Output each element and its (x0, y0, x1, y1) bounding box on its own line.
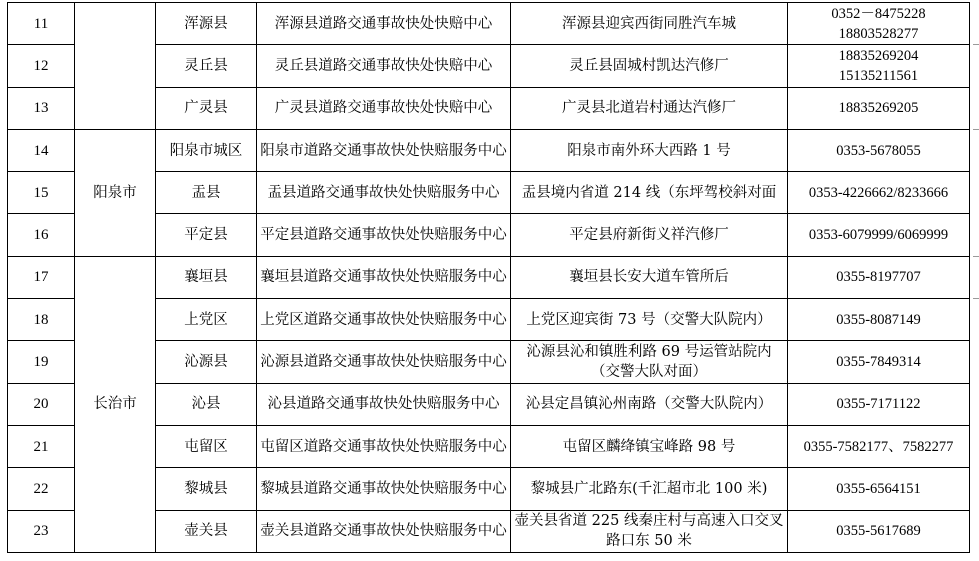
row-number-cell: 18 (8, 299, 75, 341)
county-cell: 沁县 (156, 383, 257, 425)
city-cell: 阳泉市 (75, 129, 156, 256)
row-number-cell: 13 (8, 87, 75, 129)
county-cell: 屯留区 (156, 425, 257, 467)
address-cell: 广灵县北道岩村通达汽修厂 (511, 87, 788, 129)
phone-cell: 0355-6564151 (788, 468, 970, 510)
service-center-cell: 上党区道路交通事故快处快赔服务中心 (257, 299, 511, 341)
address-cell: 襄垣县长安大道车管所后 (511, 256, 788, 298)
phone-cell: 0355-7171122 (788, 383, 970, 425)
phone-cell: 0355-8197707 (788, 256, 970, 298)
address-cell: 黎城县广北路东(千汇超市北 100 米) (511, 468, 788, 510)
service-center-cell: 灵丘县道路交通事故快处快赔中心 (257, 45, 511, 87)
address-cell: 沁县定昌镇沁州南路（交警大队院内） (511, 383, 788, 425)
table-row (8, 129, 970, 171)
phone-cell: 0355-8087149 (788, 299, 970, 341)
address-cell: 沁源县沁和镇胜利路 69 号运管站院内（交警大队对面） (511, 341, 788, 383)
address-cell: 灵丘县固城村凯达汽修厂 (511, 45, 788, 87)
edge-dash-mark (973, 44, 979, 45)
address-cell: 浑源县迎宾西街同胜汽车城 (511, 3, 788, 45)
service-center-cell: 盂县道路交通事故快处快赔服务中心 (257, 172, 511, 214)
service-center-cell: 黎城县道路交通事故快处快赔服务中心 (257, 468, 511, 510)
phone-cell: 0353-4226662/8233666 (788, 172, 970, 214)
row-number-cell: 12 (8, 45, 75, 87)
row-number-cell: 11 (8, 3, 75, 45)
county-cell: 平定县 (156, 214, 257, 256)
edge-dash-mark (973, 256, 979, 257)
service-center-cell: 屯留区道路交通事故快处快赔服务中心 (257, 425, 511, 467)
county-cell: 灵丘县 (156, 45, 257, 87)
edge-dash-mark (973, 298, 979, 299)
service-center-cell: 阳泉市道路交通事故快处快赔服务中心 (257, 129, 511, 171)
row-number-cell: 20 (8, 383, 75, 425)
row-number-cell: 15 (8, 172, 75, 214)
county-cell: 襄垣县 (156, 256, 257, 298)
service-center-cell: 浑源县道路交通事故快处快赔中心 (257, 3, 511, 45)
county-cell: 阳泉市城区 (156, 129, 257, 171)
county-cell: 黎城县 (156, 468, 257, 510)
city-cell (75, 3, 156, 130)
row-number-cell: 21 (8, 425, 75, 467)
edge-dash-mark (973, 129, 979, 130)
row-number-cell: 23 (8, 510, 75, 552)
phone-cell: 0353-5678055 (788, 129, 970, 171)
phone-cell: 0353-6079999/6069999 (788, 214, 970, 256)
county-cell: 沁源县 (156, 341, 257, 383)
contact-table (7, 2, 970, 553)
service-center-cell: 壶关县道路交通事故快处快赔服务中心 (257, 510, 511, 552)
row-number-cell: 22 (8, 468, 75, 510)
county-cell: 广灵县 (156, 87, 257, 129)
county-cell: 壶关县 (156, 510, 257, 552)
service-center-cell: 平定县道路交通事故快处快赔服务中心 (257, 214, 511, 256)
phone-cell: 18835269204 15135211561 (788, 45, 970, 87)
service-center-cell: 沁县道路交通事故快处快赔服务中心 (257, 383, 511, 425)
address-cell: 平定县府新街义祥汽修厂 (511, 214, 788, 256)
service-center-cell: 襄垣县道路交通事故快处快赔服务中心 (257, 256, 511, 298)
address-cell: 盂县境内省道 214 线（东坪驾校斜对面 (511, 172, 788, 214)
city-cell: 长治市 (75, 256, 156, 552)
county-cell: 盂县 (156, 172, 257, 214)
phone-cell: 0355-7849314 (788, 341, 970, 383)
phone-cell: 18835269205 (788, 87, 970, 129)
address-cell: 壶关县省道 225 线秦庄村与高速入口交叉路口东 50 米 (511, 510, 788, 552)
phone-cell: 0355-7582177、7582277 (788, 425, 970, 467)
phone-cell: 0355-5617689 (788, 510, 970, 552)
table-row (8, 3, 970, 45)
row-number-cell: 14 (8, 129, 75, 171)
row-number-cell: 17 (8, 256, 75, 298)
table-row (8, 256, 970, 298)
address-cell: 阳泉市南外环大西路 1 号 (511, 129, 788, 171)
row-number-cell: 16 (8, 214, 75, 256)
service-center-cell: 沁源县道路交通事故快处快赔服务中心 (257, 341, 511, 383)
row-number-cell: 19 (8, 341, 75, 383)
table-body (8, 3, 970, 553)
service-center-cell: 广灵县道路交通事故快处快赔中心 (257, 87, 511, 129)
phone-cell: 0352－8475228 18803528277 (788, 3, 970, 45)
address-cell: 上党区迎宾街 73 号（交警大队院内） (511, 299, 788, 341)
county-cell: 上党区 (156, 299, 257, 341)
address-cell: 屯留区麟绛镇宝峰路 98 号 (511, 425, 788, 467)
county-cell: 浑源县 (156, 3, 257, 45)
